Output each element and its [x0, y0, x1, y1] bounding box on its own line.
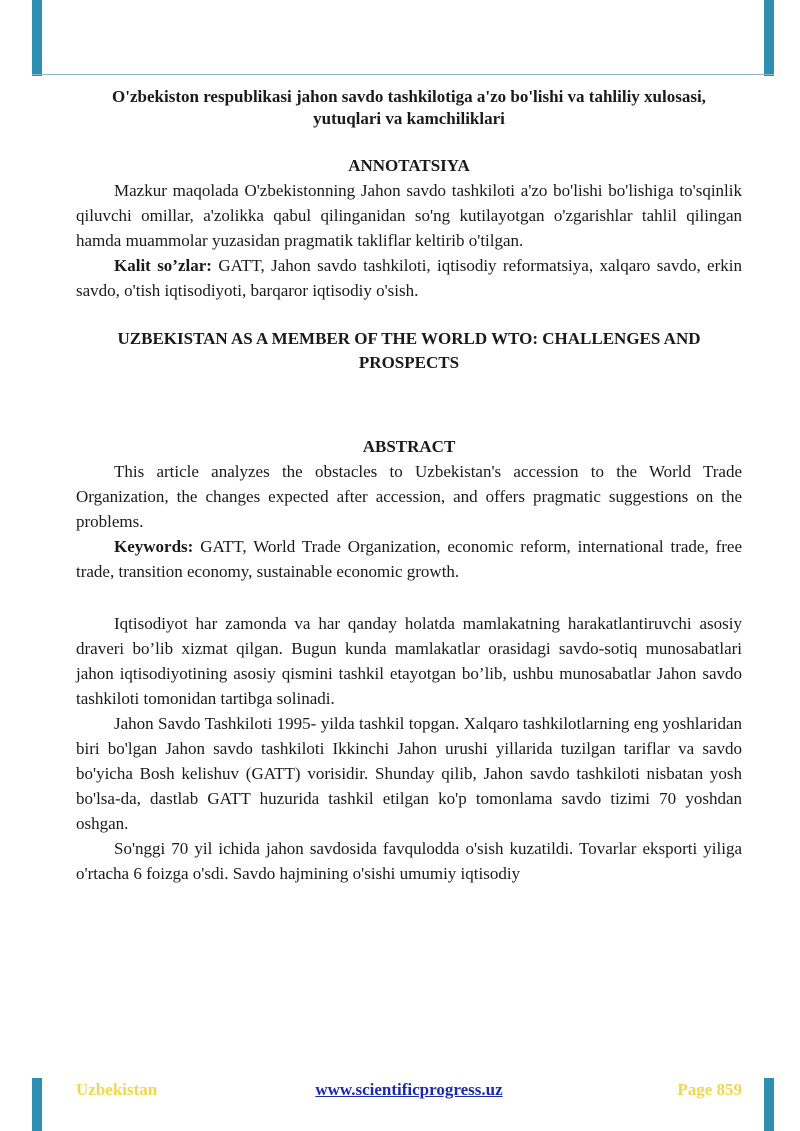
- page-number: Page 859: [677, 1080, 742, 1099]
- body-paragraph-2: Jahon Savdo Tashkiloti 1995- yilda tashkil topgan. Xalqaro tashkilotlarning eng yoshlaridan biri bo'lgan Jahon savdo tashkiloti Ikkinchi Jahon urushi yillarida tuzilgan tariflar va savdo bo'yicha Bosh kelishuv (GATT) vorisidir. Shunday qilib, Jahon savdo tashkiloti nisbatan yosh bo'lsa-da, dastlab GATT huzurida tashkil etilgan ko'p tomonlama savdo tizimi 70 yoshdan oshgan.: [76, 714, 742, 833]
- body-paragraph-1: Iqtisodiyot har zamonda va har qanday holatda mamlakatning harakatlantiruvchi asosiy draveri bo’lib xizmat qilgan. Bugun kunda mamlakatlar orasidagi savdo-sotiq munosabatlari jahon iqtisodiyotining asosiy qismini tashkil etayotgan bo’lib, ushbu munosabatlar Jahon savdo tashkiloti tomonidan tartibga solinadi.: [76, 614, 742, 708]
- abstract-keywords-text: GATT, World Trade Organization, economic reform, international trade, free trade, transition economy, sustainable economic growth.: [76, 537, 742, 581]
- annotatsiya-keywords: [76, 253, 742, 303]
- annotatsiya-keywords-label: Kalit so’zlar:: [114, 256, 212, 275]
- bottom-left-accent-bar: [32, 1078, 42, 1131]
- article-title: O'zbekiston respublikasi jahon savdo tashkilotiga a'zo bo'lishi va tahliliy xulosasi, yutuqlari va kamchiliklari: [112, 87, 706, 128]
- annotatsiya-text: Mazkur maqolada O'zbekistonning Jahon savdo tashkiloti a'zo bo'lishi bo'lishiga to'sqinlik qiluvchi omillar, a'zolikka qabul qilinganidan so'ng kutilayotgan o'zgarishlar tahlil qilingan hamda muammolar yuzasidan pragmatik takliflar keltirib o'tilgan.: [76, 181, 742, 250]
- abstract-keywords: [76, 534, 742, 584]
- abstract-text: This article analyzes the obstacles to Uzbekistan's accession to the World Trade Organization, the changes expected after accession, and offers pragmatic suggestions on the problems.: [76, 462, 742, 531]
- top-right-accent-bar: [764, 0, 774, 76]
- annotatsiya-heading: ANNOTATSIYA: [348, 156, 470, 175]
- abstract-keywords-label: Keywords:: [114, 537, 194, 556]
- bottom-right-accent-bar: [764, 1078, 774, 1131]
- page-footer: [76, 1078, 742, 1104]
- top-left-accent-bar: [32, 0, 42, 76]
- annotatsiya-keywords-text: GATT, Jahon savdo tashkiloti, iqtisodiy reformatsiya, xalqaro savdo, erkin savdo, o'tish iqtisodiyoti, barqaror iqtisodiy o'sish.: [76, 256, 742, 300]
- footer-country: Uzbekistan: [76, 1080, 158, 1099]
- english-title: UZBEKISTAN AS A MEMBER OF THE WORLD WTO: CHALLENGES AND PROSPECTS: [117, 329, 701, 372]
- website-link[interactable]: www.scientificprogress.uz: [315, 1080, 503, 1099]
- page-content: [76, 86, 742, 886]
- abstract-heading: ABSTRACT: [362, 437, 456, 456]
- footer-link-wrap: [76, 1080, 742, 1100]
- body-paragraph-3: So'nggi 70 yil ichida jahon savdosida favqulodda o'sish kuzatildi. Tovarlar eksporti yiliga o'rtacha 6 foizga o'sdi. Savdo hajmining o'sishi umumiy iqtisodiy: [76, 839, 742, 883]
- header-rule: [32, 74, 774, 75]
